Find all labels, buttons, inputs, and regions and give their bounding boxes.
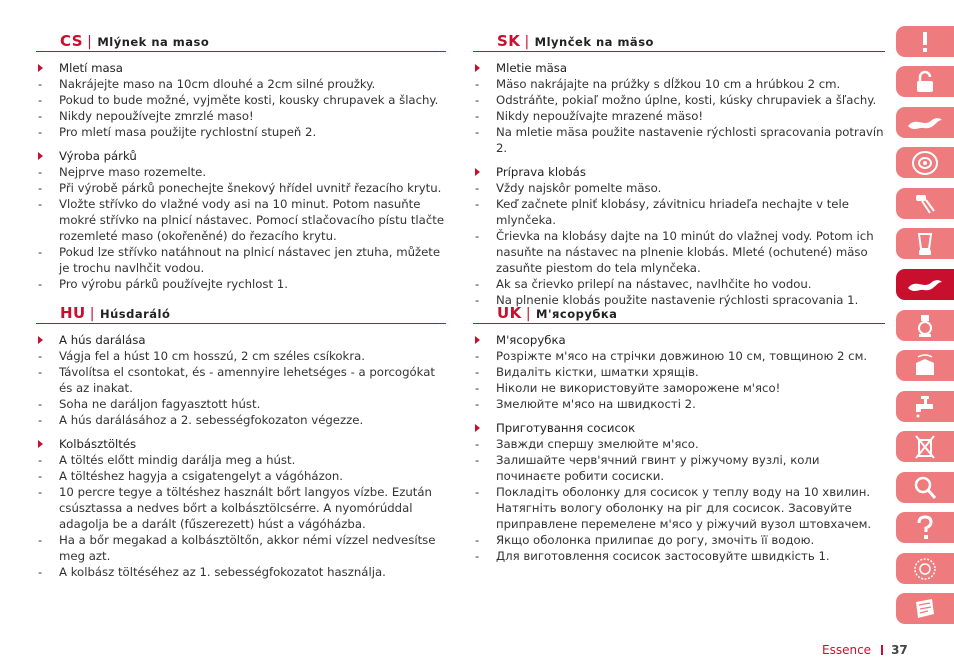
language-code: UK [497, 304, 522, 322]
separator: | [525, 306, 532, 322]
list-item: - Pro výrobu párků používejte rychlost 1. [38, 277, 288, 291]
subsection-title: Mletie mäsa [473, 60, 885, 76]
list-item: - Vložte střívko do vlažné vody asi na 10 minut. Potom nasuňte mokré střívko na plnicí nástavec. Pomocí stlačovacího pístu tlačte rozemleté maso (okořeněné) do řezacího krytu. [38, 197, 445, 243]
section-header [473, 33, 885, 52]
section-title: М'ясорубка [536, 307, 618, 321]
triangle-bullet-icon [475, 64, 480, 72]
section-cs [36, 33, 446, 292]
subsection [473, 420, 885, 564]
list-item: - Při výrobě párků ponechejte šnekový hřídel uvnitř řezacího krytu. [38, 181, 442, 195]
brand-name: Essence [822, 643, 872, 657]
footer-divider [881, 645, 883, 655]
triangle-bullet-icon [475, 424, 480, 432]
subsection-title: Príprava klobás [473, 164, 885, 180]
separator: | [524, 34, 530, 50]
section-title: Mlynček na mäso [534, 35, 654, 49]
section-uk [473, 305, 885, 564]
storage-box-icon [912, 353, 938, 379]
list-item: - Ніколи не використовуйте заморожене м'ясо! [475, 381, 781, 395]
triangle-bullet-icon [38, 152, 43, 160]
list-item: - Távolítsa el csontokat, és - amennyire lehetséges - a porcogókat és az inakat. [38, 365, 435, 395]
tab-blade[interactable] [896, 107, 954, 138]
subsection [473, 60, 885, 156]
tab-guarantee[interactable] [896, 553, 954, 584]
list-item: - Pokud lze střívko natáhnout na plnicí nástavec jen ztuha, můžete je trochu navlhčit vodou. [38, 245, 441, 275]
page-number: 37 [891, 643, 908, 657]
separator: | [87, 34, 93, 50]
list-item: - Keď začnete plniť klobásy, závitnicu hriadeľa nechajte v tele mlynčeka. [475, 197, 849, 227]
list-item: - A töltéshez hagyja a csigatengelyt a vágóházon. [38, 469, 344, 483]
list-item: - Mäso nakrájajte na prúžky s dĺžkou 10 cm a hrúbkou 2 cm. [475, 77, 841, 91]
subsection-title: Приготування сосисок [473, 420, 885, 436]
blender-icon [914, 231, 936, 257]
subsection-title: Kolbásztöltés [36, 436, 446, 452]
magnifier-icon [913, 475, 937, 501]
notes-icon [912, 596, 938, 622]
list-item: - A hús darálásához a 2. sebességfokozaton végezze. [38, 413, 364, 427]
list-item: - Ak sa črievko prilepí na nástavec, navlhčite ho vodou. [475, 277, 812, 291]
tab-whisk[interactable] [896, 188, 954, 219]
subsection [36, 60, 446, 140]
list-item: - Покладіть оболонку для сосисок у теплу воду на 10 хвилин. Натягніть вологу оболонку на ріг для сосисок. Засовуйте приправлене перемелене м'ясо у ріжучий вузол штовхачем. [475, 485, 872, 531]
list-item: - Nikdy nepoužívajte mrazené mäso! [475, 109, 704, 123]
list-item: - Якщо оболонка прилипає до рогу, змочіть її водою. [475, 533, 815, 547]
grinder-icon [914, 313, 936, 339]
list-item: - Завжди спершу змелюйте м'ясо. [475, 437, 699, 451]
tab-disc[interactable] [896, 147, 954, 178]
list-item: - Розріжте м'ясо на стрічки довжиною 10 см, товщиною 2 см. [475, 349, 868, 363]
tab-meat-grinder[interactable] [896, 269, 954, 300]
blade-icon [906, 112, 944, 134]
list-item: - Nejprve maso rozemelte. [38, 165, 207, 179]
tab-cleaning[interactable] [896, 391, 954, 422]
list-item: - Для виготовлення сосисок застосовуйте швидкість 1. [475, 549, 830, 563]
tab-disposal[interactable] [896, 431, 954, 462]
subsection-title: Výroba párků [36, 148, 446, 164]
language-code: CS [60, 32, 84, 50]
tab-warning[interactable] [896, 26, 954, 57]
tab-grinder[interactable] [896, 310, 954, 341]
list-item: - Ha a bőr megakad a kolbásztöltőn, akkor némi vízzel nedvesítse meg azt. [38, 533, 436, 563]
subsection [473, 332, 885, 412]
blade-icon [906, 274, 944, 296]
tab-blender[interactable] [896, 228, 954, 259]
language-code: HU [60, 304, 86, 322]
section-hu [36, 305, 446, 580]
list-item: - Pro mletí masa použijte rychlostní stupeň 2. [38, 125, 317, 139]
unlock-icon [913, 70, 937, 94]
whisk-icon [912, 191, 938, 217]
tab-storage[interactable] [896, 350, 954, 381]
section-title: Mlýnek na maso [97, 35, 210, 49]
list-item: - Vágja fel a húst 10 cm hosszú, 2 cm széles csíkokra. [38, 349, 366, 363]
triangle-bullet-icon [475, 336, 480, 344]
list-item: - Črievka na klobásy dajte na 10 minút do vlažnej vody. Potom ich nasuňte na nástavec na plnenie klobás. Mleté (ochutené) mäso zasuňte piestom do tela mlynčeka. [475, 229, 874, 275]
list-item: - Soha ne daráljon fagyasztott húst. [38, 397, 261, 411]
list-item: - Na plnenie klobás použite nastavenie rýchlosti spracovania 1. [475, 293, 859, 307]
list-item: - Залишайте черв'ячний гвинт у ріжучому вузлі, коли починаєте робити сосиски. [475, 453, 820, 483]
list-item: - 10 percre tegye a töltéshez használt bőrt langyos vízbe. Ezután csúsztassa a nedves bőrt a kolbásztölcsérre. A nyomórúddal adagolja be a darált (fűszerezett) húst a vágóházba. [38, 485, 432, 531]
section-header [36, 305, 446, 324]
language-code: SK [497, 32, 521, 50]
guarantee-icon [912, 556, 938, 582]
list-item: - A kolbász töltéséhez az 1. sebességfokozatot használja. [38, 565, 386, 579]
list-item: - A töltés előtt mindig darálja meg a húst. [38, 453, 296, 467]
exclamation-icon [914, 30, 936, 54]
triangle-bullet-icon [38, 440, 43, 448]
subsection-title: Mletí masa [36, 60, 446, 76]
list-item: - Odstráňte, pokiaľ možno úplne, kosti, kúsky chrupaviek a šľachy. [475, 93, 877, 107]
section-sk [473, 33, 885, 308]
section-header [36, 33, 446, 52]
triangle-bullet-icon [38, 336, 43, 344]
triangle-bullet-icon [475, 168, 480, 176]
list-item: - Pokud to bude možné, vyjměte kosti, kousky chrupavek a šlachy. [38, 93, 439, 107]
crossed-bin-icon [914, 434, 936, 460]
list-item: - Vždy najskôr pomelte mäso. [475, 181, 662, 195]
tab-notes[interactable] [896, 593, 954, 624]
subsection [36, 436, 446, 580]
tab-troubleshooting[interactable] [896, 472, 954, 503]
list-item: - Nakrájejte maso na 10cm dlouhé a 2cm silné proužky. [38, 77, 376, 91]
triangle-bullet-icon [38, 64, 43, 72]
tab-unlock[interactable] [896, 66, 954, 97]
list-item: - Видаліть кістки, шматки хрящів. [475, 365, 699, 379]
section-title: Húsdaráló [99, 307, 171, 321]
list-item: - Na mletie mäsa použite nastavenie rýchlosti spracovania potravín 2. [475, 125, 884, 155]
tab-help[interactable] [896, 512, 954, 543]
subsection-title: A hús darálása [36, 332, 446, 348]
page-footer [822, 643, 908, 657]
separator: | [89, 306, 95, 322]
list-item: - Змелюйте м'ясо на швидкості 2. [475, 397, 696, 411]
disc-icon [911, 150, 939, 176]
subsection-title: М'ясорубка [473, 332, 885, 348]
faucet-icon [913, 394, 937, 420]
subsection [36, 148, 446, 292]
section-header [473, 305, 885, 324]
list-item: - Nikdy nepoužívejte zmrzlé maso! [38, 109, 254, 123]
subsection [473, 164, 885, 308]
question-icon [915, 515, 935, 541]
subsection [36, 332, 446, 428]
